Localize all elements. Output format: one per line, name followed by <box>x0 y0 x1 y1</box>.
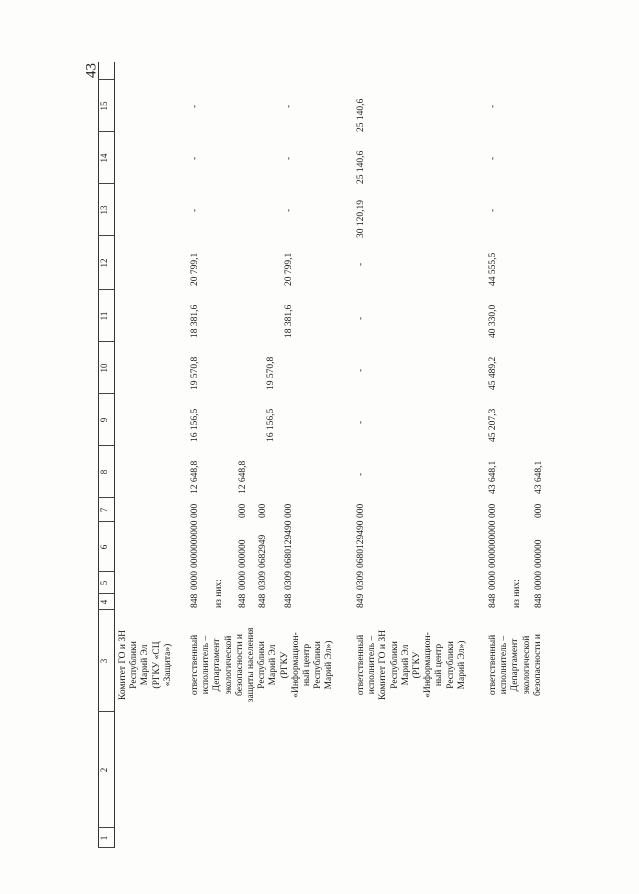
kbk-vr: 000 <box>488 503 498 518</box>
value: 45 207,3 <box>488 408 498 442</box>
kbk-vr: 000 <box>356 503 366 518</box>
kbk-vr: 000 <box>534 503 544 518</box>
executor-cell: ответственный исполнитель – Департамент экологической безопасности и защиты населения Республики Марий Эл (РГКУ «Информацион- ный центр Республики Марий Эл») <box>190 627 335 703</box>
kbk-rz: 0000 <box>488 571 498 590</box>
value: 16 156,5 <box>266 408 276 442</box>
kbk-rz: 0000 <box>238 571 248 590</box>
col-divider <box>98 79 114 80</box>
kbk-rz: 0000 <box>534 571 544 590</box>
incl-label: из них: <box>512 579 522 608</box>
kbk-vr: 000 <box>238 503 248 518</box>
value: 12 648,8 <box>238 460 248 494</box>
col-divider <box>98 183 114 184</box>
kbk-cs: 0000000000 <box>190 520 200 568</box>
col-header: 11 <box>99 311 109 321</box>
value: - <box>190 156 200 160</box>
kbk-cs: 000000 <box>238 539 248 568</box>
value: 25 140,6 <box>356 150 366 184</box>
value: 45 489,2 <box>488 356 498 390</box>
col-header: 9 <box>99 417 109 423</box>
col-header: 14 <box>99 153 109 163</box>
value: 18 381,6 <box>284 304 294 338</box>
col-header: 8 <box>99 469 109 475</box>
kbk-gr: 848 <box>534 593 544 608</box>
value: - <box>356 368 366 372</box>
col-header: 12 <box>99 258 109 268</box>
page-number: 43 <box>83 63 100 78</box>
value: 30 120,19 <box>356 200 366 238</box>
value: 25 140,6 <box>356 98 366 132</box>
value: 43 648,1 <box>534 460 544 494</box>
col-header: 7 <box>99 507 109 513</box>
col-header: 1 <box>99 835 109 841</box>
value: - <box>190 104 200 108</box>
value: - <box>488 208 498 212</box>
kbk-rz: 0000 <box>190 571 200 590</box>
value: - <box>488 156 498 160</box>
col-header: 13 <box>99 205 109 215</box>
col-divider <box>98 393 114 394</box>
col-header: 5 <box>99 580 109 586</box>
header-bottom-rule <box>114 62 115 848</box>
kbk-cs: 0680129490 <box>284 520 294 568</box>
value: 12 648,8 <box>190 460 200 494</box>
header-top-rule <box>98 62 99 848</box>
kbk-cs: 0682949 <box>258 534 268 568</box>
value: 20 799,1 <box>284 252 294 286</box>
executor-cell: Комитет ГО и ЗН Республики Марий Эл (РГКУ «СЦ «Защита») <box>118 630 173 700</box>
value: 40 330,0 <box>488 304 498 338</box>
kbk-rz: 0309 <box>356 571 366 590</box>
col-divider <box>98 235 114 236</box>
col-header: 10 <box>99 363 109 373</box>
kbk-gr: 848 <box>488 593 498 608</box>
kbk-cs: 0000000000 <box>488 520 498 568</box>
value: 20 799,1 <box>190 252 200 286</box>
kbk-gr: 848 <box>258 593 268 608</box>
value: - <box>190 208 200 212</box>
col-header: 3 <box>99 658 109 664</box>
value: - <box>284 208 294 212</box>
value: - <box>356 472 366 476</box>
kbk-vr: 000 <box>258 503 268 518</box>
value: - <box>284 104 294 108</box>
col-header: 6 <box>99 544 109 550</box>
table-rotated <box>98 48 618 848</box>
value: - <box>356 420 366 424</box>
value: 19 570,8 <box>266 356 276 390</box>
incl-label: из них: <box>214 579 224 608</box>
col-divider <box>98 445 114 446</box>
col-divider <box>98 131 114 132</box>
kbk-rz: 0309 <box>284 571 294 590</box>
kbk-gr: 849 <box>356 593 366 608</box>
kbk-gr: 848 <box>190 593 200 608</box>
kbk-cs: 000000 <box>534 539 544 568</box>
value: 18 381,6 <box>190 304 200 338</box>
value: - <box>284 156 294 160</box>
executor-cell: ответственный исполнитель – Департамент экологической безопасности и <box>488 634 543 696</box>
value: 43 648,1 <box>488 460 498 494</box>
value: 16 156,5 <box>190 408 200 442</box>
kbk-rz: 0309 <box>258 571 268 590</box>
value: - <box>356 316 366 320</box>
value: 44 555,5 <box>488 252 498 286</box>
col-divider <box>98 289 114 290</box>
col-divider <box>98 341 114 342</box>
kbk-cs: 0680129490 <box>356 520 366 568</box>
value: 19 570,8 <box>190 356 200 390</box>
kbk-gr: 848 <box>238 593 248 608</box>
kbk-vr: 000 <box>284 503 294 518</box>
value: - <box>356 262 366 266</box>
executor-cell: ответственный исполнитель – Комитет ГО и ЗН Республики Марий Эл (РГКУ «Информацион- ный центр Республики Марий Эл») <box>356 630 467 700</box>
col-header: 15 <box>99 101 109 111</box>
col-header: 2 <box>99 767 109 773</box>
col-divider <box>98 711 114 712</box>
col-header: 4 <box>99 599 109 605</box>
value: - <box>488 104 498 108</box>
kbk-gr: 848 <box>284 593 294 608</box>
kbk-vr: 000 <box>190 503 200 518</box>
